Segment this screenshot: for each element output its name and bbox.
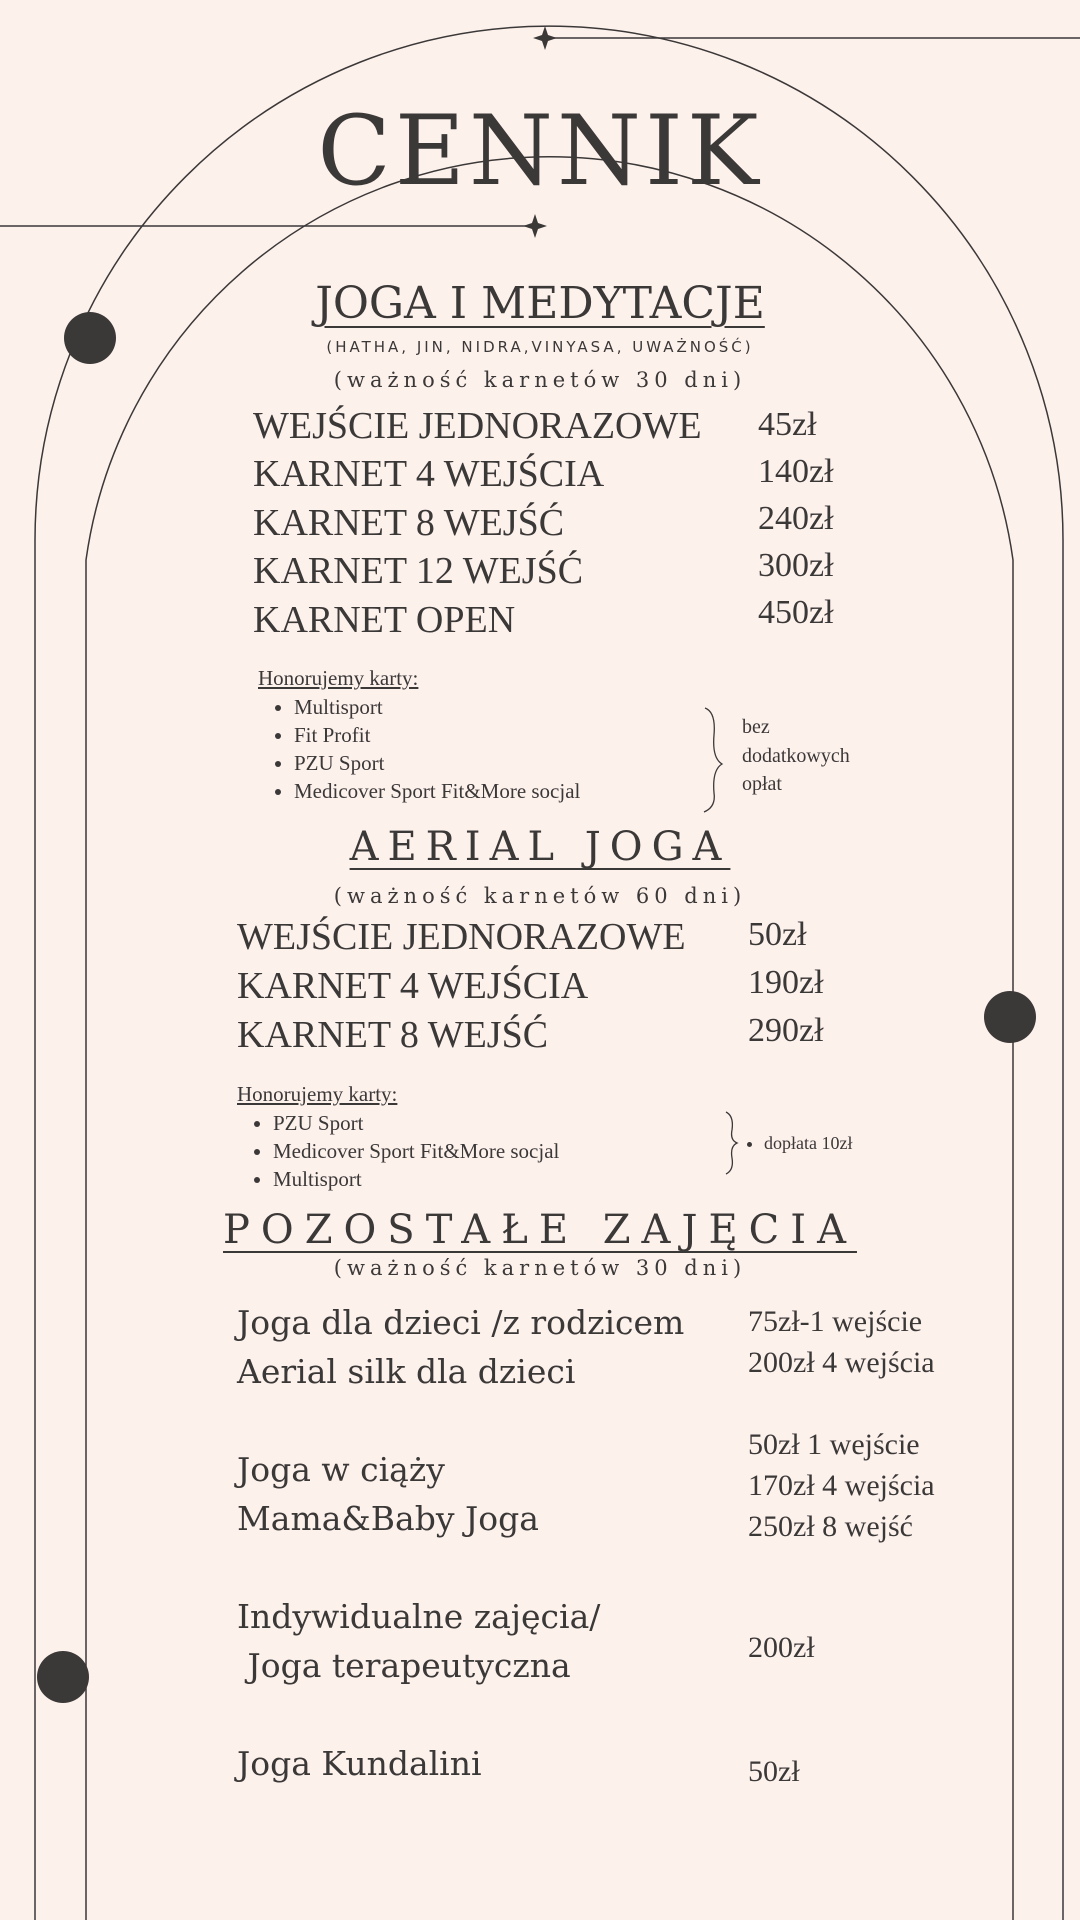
list-item: • PZU Sport [273, 1109, 559, 1137]
class-price: 200zł 4 wejścia [748, 1346, 935, 1379]
class-price: 200zł [748, 1631, 815, 1664]
price-item-value: 300zł [758, 547, 834, 584]
cards-note: dodatkowych [742, 745, 850, 767]
class-name: Aerial silk dla dzieci [237, 1352, 576, 1391]
price-item-name: KARNET 4 WEJŚCIA [253, 453, 605, 495]
price-item-name: KARNET OPEN [253, 599, 516, 641]
price-item-value: 450zł [758, 594, 834, 631]
aerial-validity: (ważność karnetów 60 dni) [333, 884, 747, 908]
section-title-joga: JOGA I MEDYTACJE [315, 278, 765, 329]
sparkle-icon [533, 26, 557, 50]
price-item-name: KARNET 8 WEJŚĆ [237, 1014, 549, 1056]
cards-heading: Honorujemy karty: [237, 1082, 398, 1106]
other-validity: (ważność karnetów 30 dni) [333, 1256, 747, 1280]
list-item: • Fit Profit [294, 721, 580, 749]
price-item-value: 45zł [758, 406, 817, 443]
cards-list [251, 1109, 559, 1193]
price-item-value: 290zł [748, 1012, 824, 1049]
brace-icon [704, 708, 722, 812]
class-price: 50zł [748, 1755, 800, 1788]
class-name: Mama&Baby Joga [237, 1499, 539, 1538]
price-item-value: 190zł [748, 964, 824, 1001]
joga-validity: (ważność karnetów 30 dni) [333, 368, 747, 392]
section-title-other: POZOSTAŁE ZAJĘCIA [223, 1207, 857, 1253]
class-price: 250zł 8 wejść [748, 1510, 913, 1543]
cards-note-list [742, 1129, 852, 1157]
class-name: Joga dla dzieci /z rodzicem [237, 1303, 685, 1342]
list-item: • PZU Sport [294, 749, 580, 777]
price-item-name: KARNET 12 WEJŚĆ [253, 550, 584, 592]
brace-icon [726, 1112, 737, 1174]
section-title-aerial: AERIAL JOGA [349, 824, 731, 870]
price-item-value: 50zł [748, 916, 807, 953]
dot-icon [984, 991, 1036, 1043]
sparkle-icon [523, 214, 547, 238]
joga-styles: (HATHA, JIN, NIDRA,VINYASA, UWAŻNOŚĆ) [326, 338, 754, 356]
class-name: Joga w ciąży [237, 1450, 445, 1489]
class-name: Joga Kundalini [237, 1744, 482, 1783]
class-price: 170zł 4 wejścia [748, 1469, 935, 1502]
list-item: • Multisport [294, 693, 580, 721]
price-item-value: 240zł [758, 500, 834, 537]
cards-list [272, 693, 580, 805]
list-item: • Multisport [273, 1165, 559, 1193]
class-name: Indywidualne zajęcia/ [237, 1597, 601, 1636]
class-price: 75zł-1 wejście [748, 1305, 923, 1338]
cards-note: opłat [742, 773, 782, 795]
page-title: CENNIK [317, 95, 763, 207]
cards-note: bez [742, 716, 770, 738]
list-item: • Medicover Sport Fit&More socjal [294, 777, 580, 805]
price-item-name: WEJŚCIE JEDNORAZOWE [237, 916, 686, 958]
price-item-name: KARNET 8 WEJŚĆ [253, 502, 565, 544]
class-price: 50zł 1 wejście [748, 1428, 920, 1461]
dot-icon [37, 1651, 89, 1703]
price-item-name: WEJŚCIE JEDNORAZOWE [253, 405, 702, 447]
class-name: Joga terapeutyczna [237, 1646, 571, 1685]
cards-note: • dopłata 10zł [764, 1129, 852, 1157]
cards-heading: Honorujemy karty: [258, 666, 419, 690]
price-item-value: 140zł [758, 453, 834, 490]
list-item: • Medicover Sport Fit&More socjal [273, 1137, 559, 1165]
price-item-name: KARNET 4 WEJŚCIA [237, 965, 589, 1007]
